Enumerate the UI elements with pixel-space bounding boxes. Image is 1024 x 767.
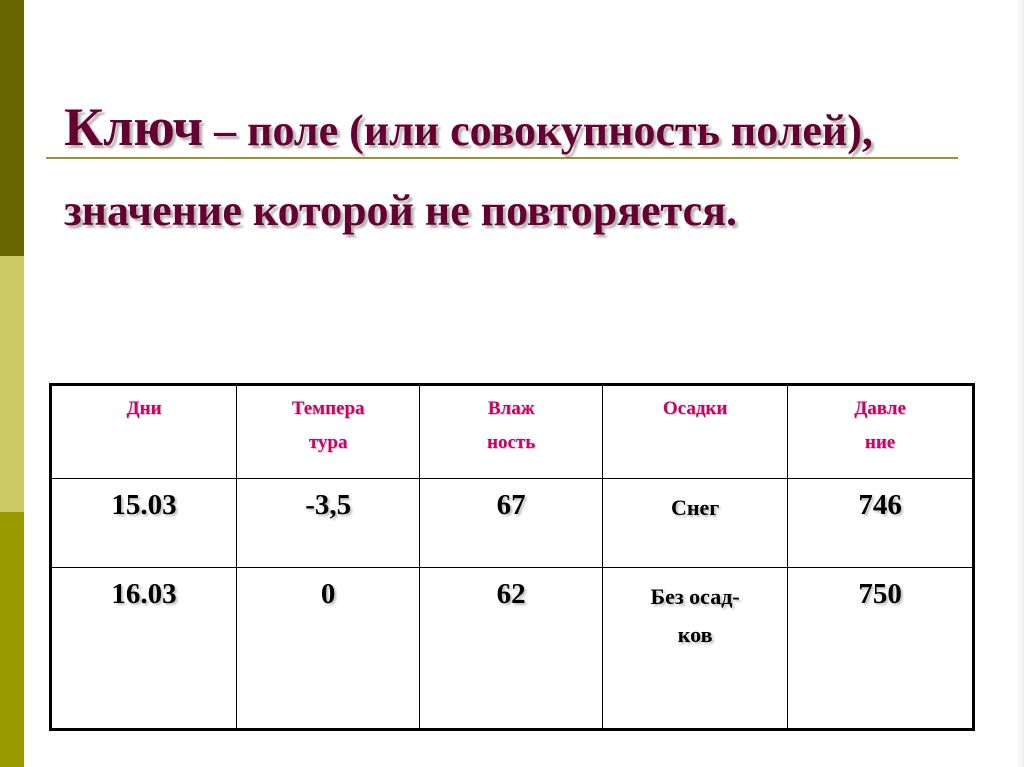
header-days: Дни [51,385,237,479]
cell-day: 15.03 [51,479,237,568]
table-row [51,479,974,568]
weather-table [49,383,975,731]
cell-temperature: -3,5 [237,479,420,568]
title-definition: – поле (или совокупность полей), значение которой не повторяется. [64,106,873,235]
decor-bar-top [0,0,24,256]
title-key-word: Ключ [64,97,204,157]
cell-humidity: 62 [420,568,603,730]
cell-pressure: 746 [788,479,974,568]
table-header-row [51,385,974,479]
header-pressure: Давле ние [788,385,974,479]
cell-pressure: 750 [788,568,974,730]
decor-bar-middle [0,256,24,512]
slide-edge [1016,0,1024,767]
header-humidity: Влаж ность [420,385,603,479]
cell-temperature: 0 [237,568,420,730]
header-precipitation: Осадки [603,385,788,479]
cell-precipitation: Без осад- ков [603,568,788,730]
header-temperature: Темпера тура [237,385,420,479]
cell-humidity: 67 [420,479,603,568]
table-row [51,568,974,730]
slide-title [64,92,964,256]
decor-bar-bottom [0,512,24,767]
cell-day: 16.03 [51,568,237,730]
cell-precipitation: Снег [603,479,788,568]
